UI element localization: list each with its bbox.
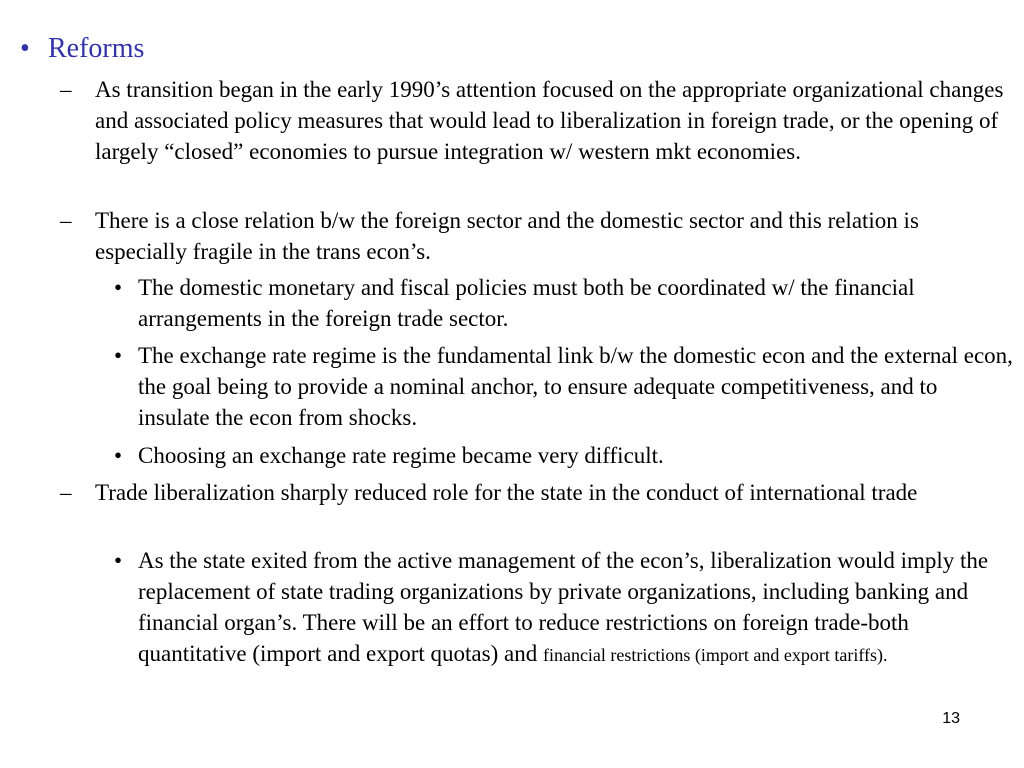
sub-item-state-exit	[114, 545, 1014, 671]
list-item-text: Trade liberalization sharply reduced role for the state in the conduct of international trade	[95, 480, 918, 505]
heading-bullet: •	[20, 33, 30, 64]
sub-item-choosing-regime	[114, 440, 1014, 471]
list-item-trade-liberalization	[60, 477, 1010, 508]
sub-item-text	[138, 545, 1014, 671]
sub-item-exchange-rate	[114, 340, 1014, 433]
bullet-marker: •	[114, 548, 123, 573]
sub-item-policies	[114, 272, 1014, 334]
dash-marker: –	[60, 480, 72, 505]
heading-reforms	[20, 31, 144, 67]
list-item-transition	[60, 74, 1010, 167]
heading-text: Reforms	[48, 33, 145, 64]
dash-marker: –	[60, 77, 72, 102]
page-number: 13	[942, 710, 960, 727]
sub-item-text: Choosing an exchange rate regime became very difficult.	[138, 443, 664, 468]
bullet-marker: •	[114, 443, 123, 468]
sub-item-text: The exchange rate regime is the fundamental link b/w the domestic econ and the external econ, the goal being to provide a nominal anchor, to ensure adequate competitiveness, and to insulate the econ from shocks.	[138, 343, 1013, 430]
bullet-marker: •	[114, 343, 123, 368]
list-item-text: There is a close relation b/w the foreign sector and the domestic sector and this relation is especially fragile in the trans econ’s.	[95, 208, 919, 264]
bullet-marker: •	[114, 275, 123, 300]
sub-item-text-main: As the state exited from the active management of the econ’s, liberalization would imply the replacement of state trading organizations by private organizations, including banking and financial organ’s. There will be an effort to reduce restrictions on foreign trade-both quantitative (import and export quotas) and	[138, 548, 989, 666]
list-item-close-relation	[60, 205, 1010, 267]
sub-item-text: The domestic monetary and fiscal policies must both be coordinated w/ the financial arrangements in the foreign trade sector.	[138, 275, 915, 331]
sub-item-text-small: financial restrictions (import and export tariffs).	[542, 645, 888, 665]
dash-marker: –	[60, 208, 72, 233]
list-item-text: As transition began in the early 1990’s attention focused on the appropriate organizational changes and associated policy measures that would lead to liberalization in foreign trade, or the opening of largely “closed” economies to pursue integration w/ western mkt economies.	[95, 77, 1004, 164]
